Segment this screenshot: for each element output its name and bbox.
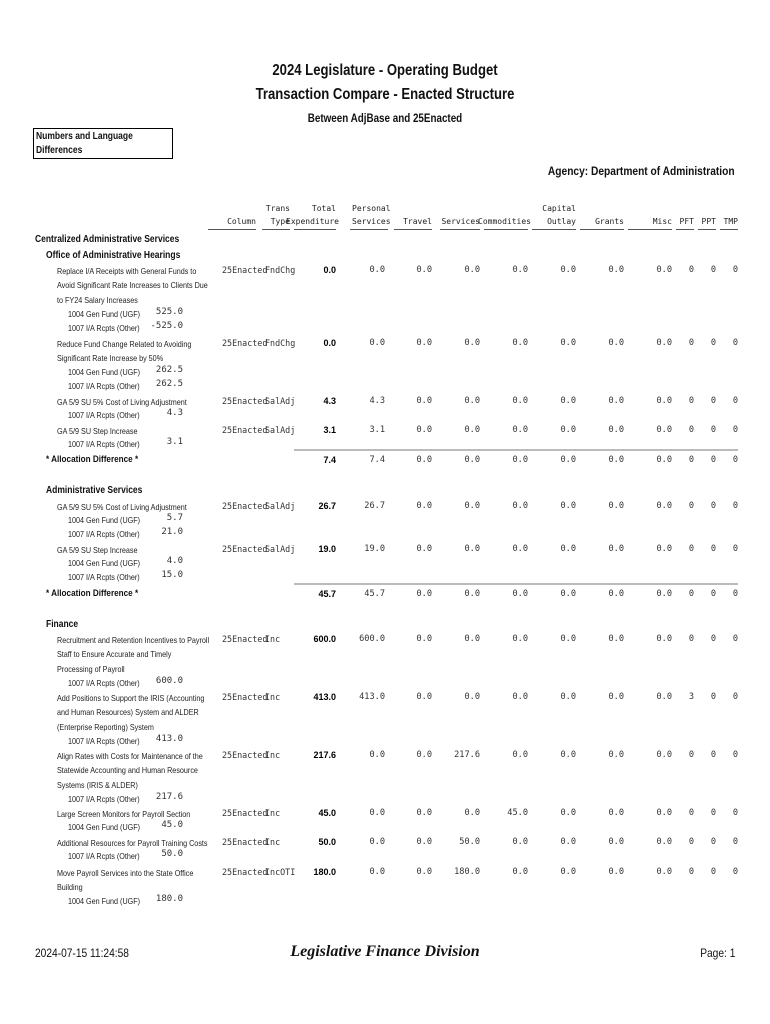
fund-source-name: 1007 I/A Rcpts (Other) bbox=[68, 572, 140, 582]
amount-cell: 0.0 bbox=[512, 425, 528, 435]
amount-cell: 45.7 bbox=[364, 589, 385, 599]
amount-cell: 0.0 bbox=[464, 425, 480, 435]
amount-cell: 3.1 bbox=[369, 425, 385, 435]
column-code: 25Enacted bbox=[222, 338, 268, 348]
amount-cell: 600.0 bbox=[359, 634, 385, 644]
trans-type: Inc bbox=[265, 634, 281, 644]
header-commodities: Commodities bbox=[478, 217, 531, 226]
report-title: 2024 Legislature - Operating Budget bbox=[272, 62, 498, 79]
amount-cell: 0.0 bbox=[512, 692, 528, 702]
transaction-description: (Enterprise Reporting) System bbox=[57, 721, 154, 732]
trans-type: Inc bbox=[265, 692, 281, 702]
header-underline bbox=[294, 229, 336, 230]
fund-source-name: 1007 I/A Rcpts (Other) bbox=[68, 851, 140, 861]
amount-cell: 0.0 bbox=[656, 338, 672, 348]
amount-cell: 0 bbox=[732, 455, 738, 465]
amount-cell: 0.0 bbox=[656, 808, 672, 818]
transaction-description: GA 5/9 SU 5% Cost of Living Adjustment bbox=[57, 502, 187, 512]
total-expenditure-value: 413.0 bbox=[313, 692, 336, 702]
amount-cell: 0.0 bbox=[512, 750, 528, 760]
fund-source-amount: 180.0 bbox=[155, 894, 183, 904]
header-outlay: Outlay bbox=[547, 217, 576, 226]
amount-cell: 0.0 bbox=[656, 455, 672, 465]
total-expenditure-value: 217.6 bbox=[313, 750, 336, 760]
amount-cell: 0.0 bbox=[464, 692, 480, 702]
column-code: 25Enacted bbox=[222, 750, 268, 760]
section-administrative-services: Administrative Services bbox=[46, 485, 143, 496]
amount-cell: 0 bbox=[732, 867, 738, 877]
header-travel: Travel bbox=[403, 217, 432, 226]
amount-cell: 0.0 bbox=[656, 501, 672, 511]
amount-cell: 0.0 bbox=[369, 808, 385, 818]
total-expenditure-value: 4.3 bbox=[323, 396, 336, 406]
amount-cell: 0.0 bbox=[560, 265, 576, 275]
trans-type: Inc bbox=[265, 837, 281, 847]
amount-cell: 0.0 bbox=[512, 455, 528, 465]
transaction-description: Move Payroll Services into the State Office bbox=[57, 868, 194, 878]
transaction-description: Building bbox=[57, 882, 83, 893]
section-finance: Finance bbox=[46, 619, 79, 630]
amount-cell: 0.0 bbox=[560, 808, 576, 818]
header-underline bbox=[628, 229, 672, 230]
amount-cell: 0.0 bbox=[416, 837, 432, 847]
fund-source-amount: 3.1 bbox=[166, 437, 183, 447]
amount-cell: 0.0 bbox=[464, 808, 480, 818]
box-label-line2: Differences bbox=[36, 145, 83, 156]
amount-cell: 0.0 bbox=[512, 265, 528, 275]
total-expenditure-value: 26.7 bbox=[318, 501, 336, 511]
fund-source-amount: 4.0 bbox=[166, 556, 183, 566]
fund-source-name: 1007 I/A Rcpts (Other) bbox=[68, 678, 140, 688]
amount-cell: 0 bbox=[688, 634, 694, 644]
total-expenditure-value: 600.0 bbox=[313, 634, 336, 644]
header-underline bbox=[580, 229, 624, 230]
report-subtitle: Transaction Compare - Enacted Structure bbox=[255, 86, 515, 103]
column-code: 25Enacted bbox=[222, 692, 268, 702]
amount-cell: 0.0 bbox=[416, 501, 432, 511]
total-expenditure-value: 0.0 bbox=[323, 265, 336, 275]
amount-cell: 0.0 bbox=[416, 589, 432, 599]
trans-type: IncOTI bbox=[265, 867, 296, 877]
fund-source-name: 1004 Gen Fund (UGF) bbox=[68, 309, 141, 319]
amount-cell: 0 bbox=[732, 750, 738, 760]
amount-cell: 26.7 bbox=[364, 501, 385, 511]
total-expenditure-value: 7.4 bbox=[323, 455, 336, 465]
header-underline bbox=[532, 229, 576, 230]
transaction-description: Significant Rate Increase by 50% bbox=[57, 353, 164, 364]
amount-cell: 0.0 bbox=[608, 589, 624, 599]
amount-cell: 0.0 bbox=[608, 501, 624, 511]
amount-cell: 0 bbox=[732, 589, 738, 599]
amount-cell: 0 bbox=[688, 867, 694, 877]
amount-cell: 0.0 bbox=[656, 396, 672, 406]
amount-cell: 0 bbox=[710, 455, 716, 465]
transaction-description: Processing of Payroll bbox=[57, 663, 125, 674]
amount-cell: 0.0 bbox=[608, 338, 624, 348]
fund-source-amount: 217.6 bbox=[155, 792, 183, 802]
amount-cell: 0 bbox=[688, 265, 694, 275]
numbers-language-box bbox=[33, 128, 173, 159]
amount-cell: 0.0 bbox=[656, 692, 672, 702]
amount-cell: 0.0 bbox=[608, 265, 624, 275]
amount-cell: 0 bbox=[732, 425, 738, 435]
amount-cell: 0.0 bbox=[560, 867, 576, 877]
amount-cell: 0.0 bbox=[560, 589, 576, 599]
amount-cell: 0 bbox=[710, 396, 716, 406]
amount-cell: 0.0 bbox=[560, 634, 576, 644]
amount-cell: 0 bbox=[710, 338, 716, 348]
fund-source-amount: -525.0 bbox=[150, 321, 183, 331]
amount-cell: 0.0 bbox=[608, 750, 624, 760]
amount-cell: 0 bbox=[732, 265, 738, 275]
trans-type: Inc bbox=[265, 750, 281, 760]
amount-cell: 0.0 bbox=[369, 750, 385, 760]
allocation-total-rule bbox=[294, 583, 738, 585]
amount-cell: 0.0 bbox=[416, 750, 432, 760]
fund-source-name: 1007 I/A Rcpts (Other) bbox=[68, 736, 140, 746]
amount-cell: 0 bbox=[732, 634, 738, 644]
fund-source-name: 1004 Gen Fund (UGF) bbox=[68, 367, 141, 377]
amount-cell: 0 bbox=[710, 501, 716, 511]
footer-timestamp: 2024-07-15 11:24:58 bbox=[35, 946, 129, 960]
amount-cell: 0.0 bbox=[416, 692, 432, 702]
amount-cell: 0.0 bbox=[560, 425, 576, 435]
amount-cell: 0.0 bbox=[416, 338, 432, 348]
amount-cell: 0.0 bbox=[560, 837, 576, 847]
amount-cell: 0.0 bbox=[608, 837, 624, 847]
transaction-description: GA 5/9 SU Step Increase bbox=[57, 545, 138, 555]
fund-source-name: 1007 I/A Rcpts (Other) bbox=[68, 410, 140, 420]
fund-source-amount: 525.0 bbox=[155, 307, 183, 317]
header-underline bbox=[698, 229, 716, 230]
header-trans: Trans bbox=[265, 204, 290, 213]
amount-cell: 0 bbox=[732, 544, 738, 554]
amount-cell: 0.0 bbox=[512, 837, 528, 847]
transaction-description: Systems (IRIS & ALDER) bbox=[57, 779, 138, 790]
total-expenditure-value: 180.0 bbox=[313, 867, 336, 877]
fund-source-name: 1007 I/A Rcpts (Other) bbox=[68, 381, 140, 391]
amount-cell: 0.0 bbox=[512, 338, 528, 348]
header-capital: Capital bbox=[542, 204, 576, 213]
header-underline bbox=[676, 229, 694, 230]
amount-cell: 0 bbox=[688, 396, 694, 406]
amount-cell: 0 bbox=[688, 501, 694, 511]
amount-cell: 0 bbox=[710, 867, 716, 877]
transaction-description: to FY24 Salary Increases bbox=[57, 294, 138, 305]
fund-source-amount: 600.0 bbox=[155, 676, 183, 686]
amount-cell: 0.0 bbox=[656, 544, 672, 554]
amount-cell: 0.0 bbox=[656, 750, 672, 760]
amount-cell: 50.0 bbox=[459, 837, 480, 847]
amount-cell: 0.0 bbox=[560, 455, 576, 465]
amount-cell: 0 bbox=[688, 589, 694, 599]
header-underline bbox=[484, 229, 528, 230]
trans-type: FndChg bbox=[265, 265, 296, 275]
header-grants: Grants bbox=[595, 217, 624, 226]
header-underline bbox=[350, 229, 388, 230]
transaction-description: Reduce Fund Change Related to Avoiding bbox=[57, 339, 192, 349]
fund-source-name: 1007 I/A Rcpts (Other) bbox=[68, 794, 140, 804]
fund-source-amount: 262.5 bbox=[155, 365, 183, 375]
amount-cell: 0.0 bbox=[656, 589, 672, 599]
allocation-difference-label: * Allocation Difference * bbox=[46, 588, 139, 599]
amount-cell: 217.6 bbox=[454, 750, 480, 760]
transaction-description: Avoid Significant Rate Increases to Clients Due bbox=[57, 280, 208, 291]
amount-cell: 3 bbox=[688, 692, 694, 702]
agency-label: Agency: Department of Administration bbox=[548, 164, 735, 178]
column-code: 25Enacted bbox=[222, 265, 268, 275]
header-underline bbox=[262, 229, 290, 230]
fund-source-amount: 4.3 bbox=[166, 408, 183, 418]
amount-cell: 0.0 bbox=[464, 455, 480, 465]
amount-cell: 0.0 bbox=[464, 338, 480, 348]
amount-cell: 0 bbox=[688, 425, 694, 435]
amount-cell: 0 bbox=[732, 692, 738, 702]
amount-cell: 0.0 bbox=[608, 544, 624, 554]
transaction-description: Recruitment and Retention Incentives to Payroll bbox=[57, 635, 210, 645]
transaction-description: and Human Resources) System and ALDER bbox=[57, 707, 199, 718]
amount-cell: 0 bbox=[710, 808, 716, 818]
column-code: 25Enacted bbox=[222, 808, 268, 818]
amount-cell: 0.0 bbox=[512, 396, 528, 406]
header-total: Total bbox=[311, 204, 336, 213]
amount-cell: 0 bbox=[732, 837, 738, 847]
amount-cell: 0.0 bbox=[656, 425, 672, 435]
amount-cell: 0.0 bbox=[560, 692, 576, 702]
header-underline bbox=[394, 229, 432, 230]
column-code: 25Enacted bbox=[222, 544, 268, 554]
amount-cell: 0 bbox=[710, 425, 716, 435]
fund-source-amount: 5.7 bbox=[166, 513, 183, 523]
header-type: Type bbox=[270, 217, 290, 226]
amount-cell: 0.0 bbox=[464, 634, 480, 644]
trans-type: SalAdj bbox=[265, 425, 296, 435]
amount-cell: 0.0 bbox=[512, 589, 528, 599]
total-expenditure-value: 45.7 bbox=[318, 589, 336, 599]
amount-cell: 0.0 bbox=[416, 425, 432, 435]
section-centralized: Centralized Administrative Services bbox=[35, 234, 180, 245]
amount-cell: 0.0 bbox=[560, 750, 576, 760]
amount-cell: 0.0 bbox=[656, 265, 672, 275]
amount-cell: 0.0 bbox=[464, 589, 480, 599]
amount-cell: 0.0 bbox=[464, 544, 480, 554]
trans-type: SalAdj bbox=[265, 501, 296, 511]
footer-division: Legislative Finance Division bbox=[290, 943, 480, 960]
transaction-description: GA 5/9 SU 5% Cost of Living Adjustment bbox=[57, 397, 187, 407]
amount-cell: 0.0 bbox=[560, 396, 576, 406]
amount-cell: 0.0 bbox=[608, 396, 624, 406]
amount-cell: 0 bbox=[732, 501, 738, 511]
amount-cell: 0.0 bbox=[608, 808, 624, 818]
amount-cell: 0.0 bbox=[464, 396, 480, 406]
header-pft: PFT bbox=[679, 217, 694, 226]
amount-cell: 180.0 bbox=[454, 867, 480, 877]
total-expenditure-value: 0.0 bbox=[323, 338, 336, 348]
transaction-description: Staff to Ensure Accurate and Timely bbox=[57, 649, 172, 660]
amount-cell: 0.0 bbox=[464, 501, 480, 511]
header-personal-services: Services bbox=[352, 217, 391, 226]
fund-source-name: 1007 I/A Rcpts (Other) bbox=[68, 323, 140, 333]
amount-cell: 0 bbox=[710, 692, 716, 702]
fund-source-name: 1004 Gen Fund (UGF) bbox=[68, 822, 141, 832]
trans-type: Inc bbox=[265, 808, 281, 818]
fund-source-amount: 45.0 bbox=[161, 820, 183, 830]
amount-cell: 0 bbox=[710, 589, 716, 599]
amount-cell: 0.0 bbox=[512, 501, 528, 511]
amount-cell: 0 bbox=[688, 750, 694, 760]
amount-cell: 0 bbox=[688, 455, 694, 465]
amount-cell: 0.0 bbox=[369, 837, 385, 847]
amount-cell: 0.0 bbox=[560, 501, 576, 511]
header-personal: Personal bbox=[352, 204, 391, 213]
amount-cell: 0.0 bbox=[560, 338, 576, 348]
header-underline bbox=[440, 229, 480, 230]
header-column: Column bbox=[227, 217, 256, 226]
trans-type: SalAdj bbox=[265, 544, 296, 554]
transaction-description: GA 5/9 SU Step Increase bbox=[57, 426, 138, 436]
column-code: 25Enacted bbox=[222, 425, 268, 435]
amount-cell: 0 bbox=[710, 634, 716, 644]
amount-cell: 0.0 bbox=[369, 265, 385, 275]
total-expenditure-value: 3.1 bbox=[323, 425, 336, 435]
trans-type: FndChg bbox=[265, 338, 296, 348]
amount-cell: 0.0 bbox=[416, 808, 432, 818]
box-label-line1: Numbers and Language bbox=[36, 131, 133, 142]
amount-cell: 0.0 bbox=[512, 634, 528, 644]
fund-source-name: 1007 I/A Rcpts (Other) bbox=[68, 439, 140, 449]
total-expenditure-value: 50.0 bbox=[318, 837, 336, 847]
fund-source-amount: 15.0 bbox=[161, 570, 183, 580]
amount-cell: 45.0 bbox=[507, 808, 528, 818]
amount-cell: 0.0 bbox=[512, 544, 528, 554]
amount-cell: 0 bbox=[688, 837, 694, 847]
amount-cell: 0.0 bbox=[464, 265, 480, 275]
amount-cell: 0 bbox=[710, 750, 716, 760]
allocation-difference-label: * Allocation Difference * bbox=[46, 454, 139, 465]
footer-page-number: Page: 1 bbox=[699, 946, 735, 960]
trans-type: SalAdj bbox=[265, 396, 296, 406]
header-misc: Misc bbox=[652, 217, 672, 226]
amount-cell: 0.0 bbox=[416, 544, 432, 554]
amount-cell: 0.0 bbox=[608, 634, 624, 644]
amount-cell: 0 bbox=[732, 396, 738, 406]
amount-cell: 0.0 bbox=[369, 338, 385, 348]
amount-cell: 0.0 bbox=[656, 867, 672, 877]
amount-cell: 0.0 bbox=[608, 425, 624, 435]
amount-cell: 0 bbox=[710, 265, 716, 275]
total-expenditure-value: 45.0 bbox=[318, 808, 336, 818]
column-code: 25Enacted bbox=[222, 634, 268, 644]
amount-cell: 0.0 bbox=[608, 867, 624, 877]
column-code: 25Enacted bbox=[222, 396, 268, 406]
amount-cell: 0 bbox=[710, 837, 716, 847]
transaction-description: Statewide Accounting and Human Resource bbox=[57, 765, 198, 776]
amount-cell: 0 bbox=[732, 338, 738, 348]
transaction-description: Additional Resources for Payroll Training Costs bbox=[57, 838, 208, 848]
header-underline bbox=[208, 229, 256, 230]
amount-cell: 0 bbox=[732, 808, 738, 818]
header-underline bbox=[720, 229, 738, 230]
header-ppt: PPT bbox=[701, 217, 716, 226]
amount-cell: 0.0 bbox=[369, 867, 385, 877]
amount-cell: 19.0 bbox=[364, 544, 385, 554]
header-services: Services bbox=[441, 217, 480, 226]
amount-cell: 0.0 bbox=[656, 634, 672, 644]
header-expenditure: Expenditure bbox=[286, 217, 339, 226]
amount-cell: 0 bbox=[710, 544, 716, 554]
amount-cell: 0.0 bbox=[416, 396, 432, 406]
fund-source-amount: 413.0 bbox=[155, 734, 183, 744]
allocation-total-rule bbox=[294, 449, 738, 451]
amount-cell: 0.0 bbox=[608, 455, 624, 465]
fund-source-amount: 21.0 bbox=[161, 527, 183, 537]
column-code: 25Enacted bbox=[222, 837, 268, 847]
amount-cell: 413.0 bbox=[359, 692, 385, 702]
amount-cell: 0.0 bbox=[560, 544, 576, 554]
total-expenditure-value: 19.0 bbox=[318, 544, 336, 554]
amount-cell: 0 bbox=[688, 338, 694, 348]
fund-source-amount: 50.0 bbox=[161, 849, 183, 859]
transaction-description: Large Screen Monitors for Payroll Section bbox=[57, 809, 191, 819]
transaction-description: Replace I/A Receipts with General Funds to bbox=[57, 266, 197, 276]
amount-cell: 0 bbox=[688, 544, 694, 554]
transaction-description: Align Rates with Costs for Maintenance of the bbox=[57, 751, 203, 761]
amount-cell: 0 bbox=[688, 808, 694, 818]
amount-cell: 4.3 bbox=[369, 396, 385, 406]
amount-cell: 0.0 bbox=[608, 692, 624, 702]
amount-cell: 0.0 bbox=[656, 837, 672, 847]
amount-cell: 7.4 bbox=[369, 455, 385, 465]
section-office-hearings: Office of Administrative Hearings bbox=[46, 250, 181, 261]
fund-source-amount: 262.5 bbox=[155, 379, 183, 389]
fund-source-name: 1004 Gen Fund (UGF) bbox=[68, 558, 141, 568]
amount-cell: 0.0 bbox=[416, 634, 432, 644]
fund-source-name: 1007 I/A Rcpts (Other) bbox=[68, 529, 140, 539]
fund-source-name: 1004 Gen Fund (UGF) bbox=[68, 896, 141, 906]
header-tmp: TMP bbox=[723, 217, 738, 226]
transaction-description: Add Positions to Support the IRIS (Accounting bbox=[57, 693, 205, 703]
amount-cell: 0.0 bbox=[416, 867, 432, 877]
amount-cell: 0.0 bbox=[416, 265, 432, 275]
amount-cell: 0.0 bbox=[512, 867, 528, 877]
column-code: 25Enacted bbox=[222, 867, 268, 877]
fund-source-name: 1004 Gen Fund (UGF) bbox=[68, 515, 141, 525]
column-code: 25Enacted bbox=[222, 501, 268, 511]
report-comparison: Between AdjBase and 25Enacted bbox=[307, 111, 463, 125]
amount-cell: 0.0 bbox=[416, 455, 432, 465]
